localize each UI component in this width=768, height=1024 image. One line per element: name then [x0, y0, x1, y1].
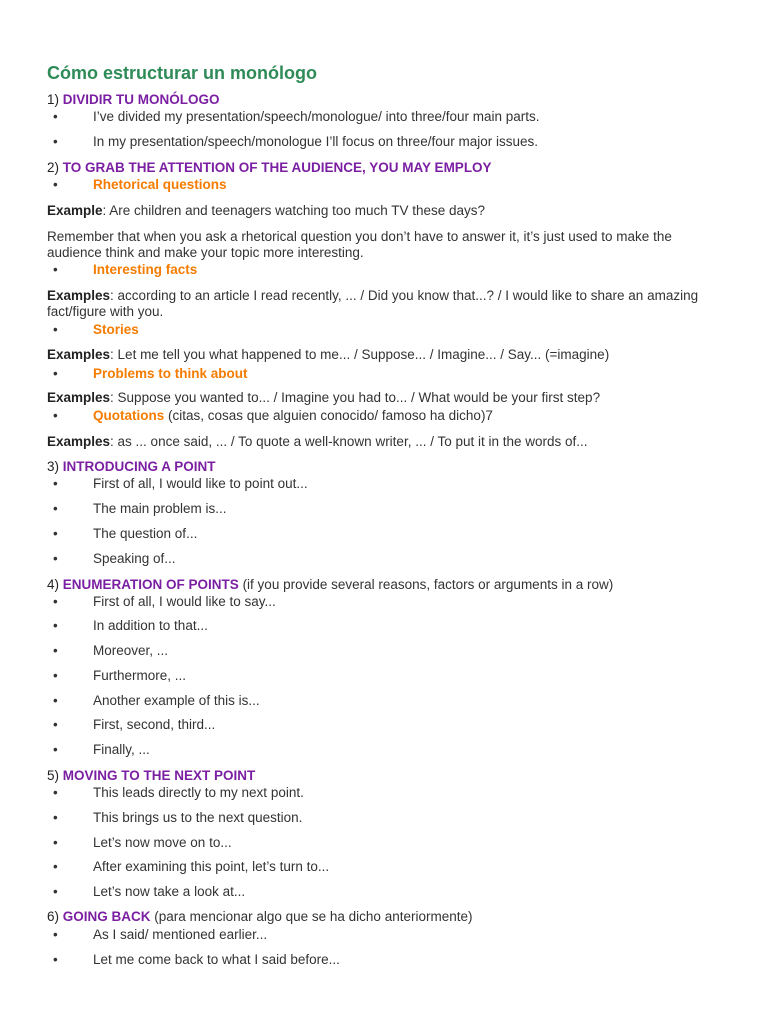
bullet-icon: • — [53, 501, 58, 516]
bullet-icon: • — [53, 109, 58, 124]
bullet-icon: • — [53, 643, 58, 658]
bullet-icon: • — [53, 366, 58, 381]
example-stories: Examples: Let me tell you what happened to me... / Suppose... / Imagine... / Say... (=imagine) — [47, 347, 610, 362]
bullet-icon: • — [53, 408, 58, 423]
bullet-icon: • — [53, 835, 58, 850]
bullet-icon: • — [53, 134, 58, 149]
bullet-icon: • — [53, 884, 58, 899]
section-number: 5) — [47, 768, 60, 783]
bullet-icon: • — [53, 526, 58, 541]
section-heading-2 — [47, 159, 727, 177]
bullet-icon: • — [53, 810, 58, 825]
bullet-icon: • — [53, 952, 58, 967]
section-heading-text: INTRODUCING A POINT — [62, 459, 216, 474]
section-number: 6) — [47, 909, 60, 924]
page-title: Cómo estructurar un monólogo — [47, 63, 317, 83]
bullet-icon: • — [53, 322, 58, 337]
bullet-icon: • — [53, 476, 58, 491]
example-rhetorical: Example: Are children and teenagers watching too much TV these days? — [47, 203, 486, 218]
bullet-icon: • — [53, 262, 58, 277]
document-page: Cómo estructurar un monólogo 1) DIVIDIR TU MONÓLOGO • I’ve divided my presentation/speech/monologue/ into three/four main parts. • In my presentation/speech/monologue I’ll focus on three/four major issues. 2) TO GRAB THE ATTENTION OF THE AUDIENCE, YOU MAY EMPLOY • Rhetorical questions Example: Are children and teenagers watching too much TV these days? Remember that when you ask a rhetorical question you don’t have to answer it, it’s just used to make the audience think and make your topic more interesting. • Interesting facts Examples: according to an article I read recently, ... / Did you know that...? / I would like to share an amazing fact/figure with you. • Stories Examples: Let me tell you what happened to me... / Suppose... / Imagine... / Say... (=imagine) • Problems to think about Examples: Suppose you wanted to... / Imagine you had to... / What would be your first step? • Quotations (citas, cosas que alguien conocido/ famoso ha dicho)7 Examples: as ... once said, ... / To quote a well-known writer, ... / To put it in the words of... 3) INTRODUCING A POINT • First of all, I would like to point out... • The main problem is... • The question of... • Speaking of... 4) ENUMERATION OF POINTS (if you provide several reasons, factors or arguments in a row) • First of all, I would like to say... • In addition to that... • Moreover, ... • Furthermore, ... • Another example of this is... • First, second, third... • Finally, ... 5) MOVING TO THE NEXT POINT • This leads directly to my next point. • This brings us to the next question. • Let’s now move on to... • After examining this point, let’s turn to... • Let’s now take a look at... 6) GOING BACK (para mencionar algo que se ha dicho anteriormente) • As I said/ mentioned earlier... • Let me come back to what I said before... — [0, 0, 768, 1024]
bullet-icon: • — [53, 717, 58, 732]
section-number: 4) — [47, 577, 60, 592]
section-heading-text: GOING BACK — [62, 909, 151, 924]
section-heading-text: DIVIDIR TU MONÓLOGO — [62, 92, 220, 107]
bullet-icon: • — [53, 927, 58, 942]
bullet-icon: • — [53, 618, 58, 633]
bullet-icon: • — [53, 177, 58, 192]
bullet-icon: • — [53, 859, 58, 874]
example-facts: Examples: according to an article I read recently, ... / Did you know that...? / I would like to share an amazing fact/figure with you. — [47, 288, 699, 319]
section-heading-text: ENUMERATION OF POINTS — [62, 577, 239, 592]
section-heading-1 — [47, 91, 727, 109]
section-note: (para mencionar algo que se ha dicho anteriormente) — [154, 909, 473, 924]
bullet-icon: • — [53, 668, 58, 683]
bullet-icon: • — [53, 785, 58, 800]
section-heading-3 — [47, 458, 727, 476]
section-heading-4 — [47, 576, 727, 594]
section-number: 3) — [47, 459, 60, 474]
bullet-icon: • — [53, 594, 58, 609]
bullet-icon: • — [53, 693, 58, 708]
section-note: (if you provide several reasons, factors or arguments in a row) — [242, 577, 614, 592]
example-problems: Examples: Suppose you wanted to... / Imagine you had to... / What would be your first step? — [47, 390, 601, 405]
bullet-icon: • — [53, 742, 58, 757]
section-heading-5 — [47, 767, 727, 785]
rhetorical-remark: Remember that when you ask a rhetorical question you don’t have to answer it, it’s just used to make the audience think and make your topic more interesting. — [47, 229, 672, 260]
section-heading-text: TO GRAB THE ATTENTION OF THE AUDIENCE, YOU MAY EMPLOY — [62, 160, 492, 175]
section-heading-text: MOVING TO THE NEXT POINT — [62, 768, 256, 783]
bullet-icon: • — [53, 551, 58, 566]
section-number: 1) — [47, 92, 60, 107]
section-heading-6 — [47, 908, 727, 926]
section-number: 2) — [47, 160, 60, 175]
example-quotations: Examples: as ... once said, ... / To quote a well-known writer, ... / To put it in the words of... — [47, 434, 588, 449]
